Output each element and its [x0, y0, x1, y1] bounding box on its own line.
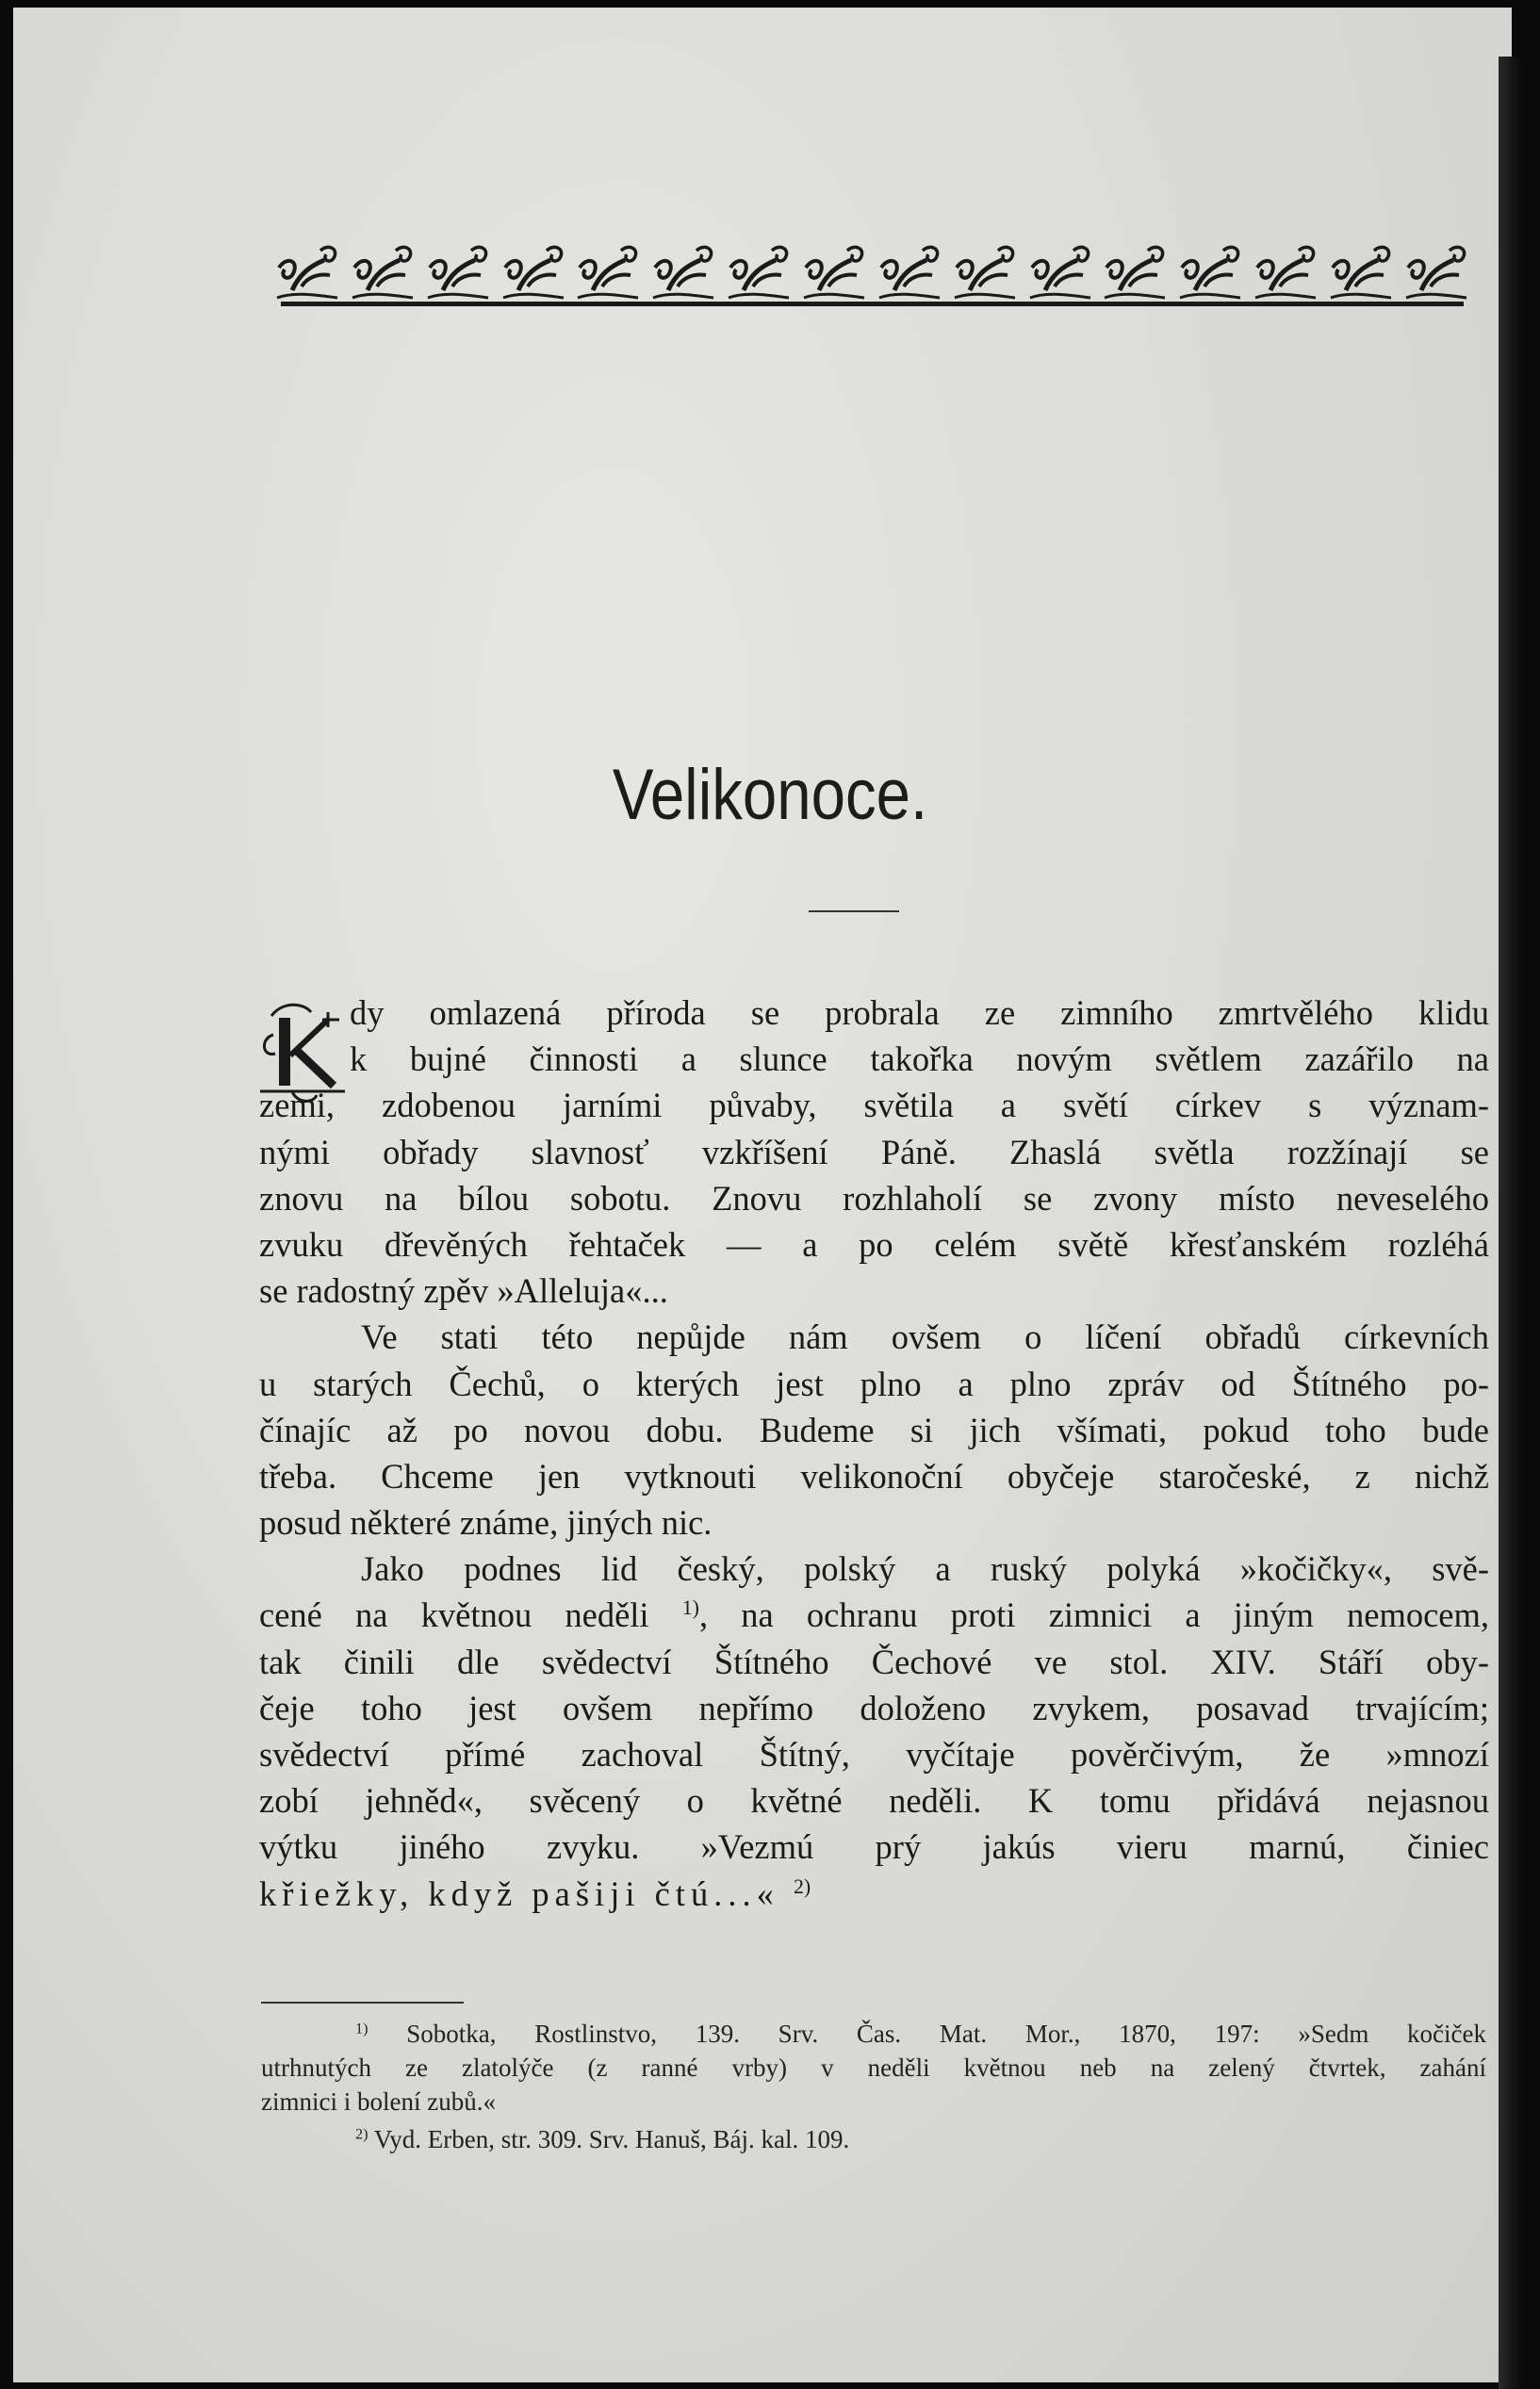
footnote-mark: 1)	[355, 2020, 369, 2037]
text-line: znovu na bílou sobotu. Znovu rozhlaholí se zvony místo neveselého	[259, 1178, 1489, 1218]
ornament-flourish-icon	[800, 239, 868, 305]
text-fragment: cené na květnou neděli	[259, 1595, 649, 1635]
header-rule	[281, 302, 1464, 306]
ornament-flourish-icon	[349, 239, 417, 305]
text-line: tak činili dle svědectví Štítného Čechové ve stol. XIV. Stáří oby-	[259, 1642, 1489, 1681]
text-line: u starých Čechů, o kterých jest plno a plno zpráv od Štítného po-	[259, 1364, 1489, 1403]
title-rule	[809, 910, 899, 912]
ornament-flourish-icon	[500, 239, 567, 305]
page-title: Velikonoce.	[612, 755, 928, 835]
text-line: zvuku dřevěných řehtaček — a po celém světě křesťanském rozléhá	[259, 1224, 1489, 1264]
text-line: posud některé známe, jiných nic.	[259, 1503, 713, 1543]
footnote-text: Vyd. Erben, str. 309. Srv. Hanuš, Báj. kal. 109.	[373, 2125, 850, 2153]
footnote-line	[261, 2017, 1486, 2051]
text-fragment: křiežky, když pašiji čtú...«	[259, 1874, 779, 1913]
footnote-ref: 2)	[793, 1874, 811, 1898]
ornament-flourish-icon	[574, 239, 642, 305]
text-line: Ve stati této nepůjde nám ovšem o líčení obřadů církevních	[361, 1317, 1489, 1357]
ornament-flourish-icon	[1176, 239, 1244, 305]
text-line: čeje toho jest ovšem nepřímo doloženo zvykem, posavad trvajícím;	[259, 1688, 1489, 1727]
text-line: čínajíc až po novou dobu. Budeme si jich všímati, pokud toho bude	[259, 1410, 1489, 1449]
text-line: třeba. Chceme jen vytknouti velikonoční obyčeje staročeské, z nichž	[259, 1456, 1489, 1496]
footnote-text: Sobotka, Rostlinstvo, 139. Srv. Čas. Mat. Mor., 1870, 197: »Sedm kočiček	[406, 2020, 1486, 2048]
ornament-flourish-icon	[951, 239, 1019, 305]
page-edge-shadow	[1499, 57, 1519, 2389]
text-line	[259, 1871, 1489, 1917]
text-line: svědectví přímé zachoval Štítný, vyčítaje pověrčivým, že »mnozí	[259, 1735, 1489, 1774]
ornament-flourish-icon	[876, 239, 943, 305]
body-text	[259, 990, 1489, 1917]
text-line: se radostný zpěv »Alleluja«...	[259, 1271, 668, 1311]
footnote-mark: 2)	[355, 2125, 369, 2143]
ornament-flourish-icon	[1252, 239, 1319, 305]
footnote-line: utrhnutých ze zlatolýče (z ranné vrby) v neděli květnou neb na zelený čtvrtek, zahání	[261, 2054, 1486, 2082]
footnote-rule	[261, 2002, 464, 2004]
text-line: dy omlazená příroda se probrala ze zimního zmrtvělého klidu	[350, 993, 1489, 1032]
ornament-flourish-icon	[273, 239, 341, 305]
header-ornament	[273, 217, 1470, 305]
text-line: zobí jehněd«, svěcený o květné neděli. K tomu přidává nejasnou	[259, 1781, 1489, 1821]
text-line: nými obřady slavnosť vzkříšení Páně. Zhaslá světla rozžínají se	[259, 1132, 1489, 1171]
footnotes	[261, 2017, 1486, 2156]
text-line: výtku jiného zvyku. »Vezmú prý jakús vieru marnú, činiec	[259, 1827, 1489, 1867]
ornament-flourish-icon	[424, 239, 492, 305]
ornament-flourish-icon	[1101, 239, 1169, 305]
ornament-flourish-icon	[1327, 239, 1395, 305]
text-line: zemi, zdobenou jarními půvaby, světila a světí církev s význam-	[259, 1086, 1489, 1125]
text-fragment: na ochranu proti zimnici a jiným nemocem,	[741, 1595, 1490, 1635]
footnote-line: zimnici i bolení zubů.«	[261, 2087, 496, 2116]
footnote-ref: 1)	[681, 1595, 699, 1620]
ornament-flourish-icon	[725, 239, 793, 305]
ornament-flourish-icon	[649, 239, 717, 305]
text-line: Jako podnes lid český, polský a ruský polyká »kočičky«, svě-	[361, 1549, 1489, 1589]
footnote-line	[261, 2122, 1486, 2156]
ornament-flourish-icon	[1026, 239, 1094, 305]
text-line: cené na květnou neděli $^{1)}$, na ochranu proti zimnici a jiným nemocem,	[259, 1595, 1490, 1635]
text-line: k bujné činnosti a slunce takořka novým světlem zazářilo na	[350, 1039, 1489, 1079]
ornament-flourish-icon	[1402, 239, 1470, 305]
